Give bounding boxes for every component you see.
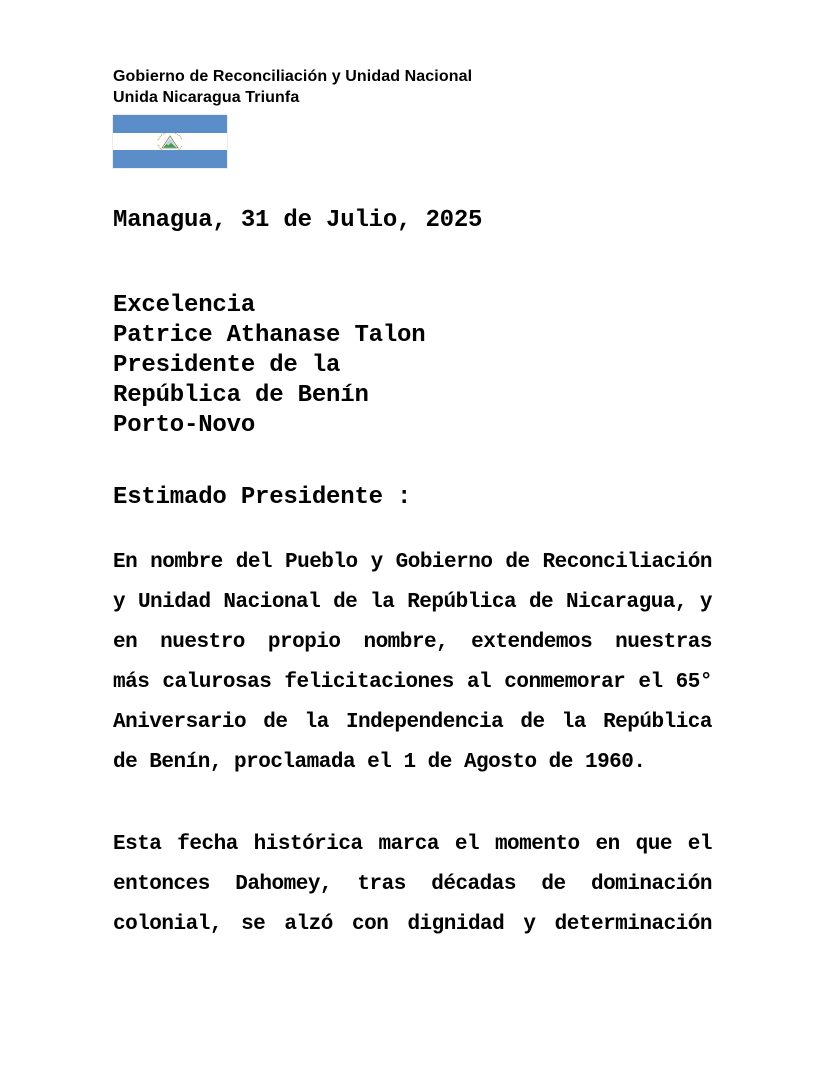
letterhead [113,66,712,108]
paragraph-line: En nombre del Pueblo y Gobierno de Reconciliación [113,551,712,574]
government-name: Gobierno de Reconciliación y Unidad Nacional [113,68,473,85]
recipient-address-block [113,291,712,441]
paragraph-line: Esta fecha histórica marca el momento en que el [113,833,712,856]
paragraph-line: en nuestro propio nombre, extendemos nuestras [113,631,712,654]
nicaragua-flag-image [113,115,227,168]
body-paragraph-2 [113,825,712,945]
paragraph-line: colonial, se alzó con dignidad y determinación [113,913,712,936]
paragraph-line: más calurosas felicitaciones al conmemorar el 65° [113,671,712,694]
recipient-name: Patrice Athanase Talon [113,322,426,349]
paragraph-line: entonces Dahomey, tras décadas de dominación [113,873,712,896]
paragraph-line: de Benín, proclamada el 1 de Agosto de 1960. [113,751,646,774]
coat-of-arms-icon [113,115,227,168]
recipient-title-line2: República de Benín [113,382,369,409]
paragraph-line: y Unidad Nacional de la República de Nicaragua, y [113,591,712,614]
recipient-title-line1: Presidente de la [113,352,341,379]
date-line: Managua, 31 de Julio, 2025 [113,207,483,234]
paragraph-line: Aniversario de la Independencia de la República [113,711,712,734]
salutation: Estimado Presidente : [113,484,412,511]
recipient-city: Porto-Novo [113,412,256,439]
government-motto: Unida Nicaragua Triunfa [113,89,300,106]
recipient-honorific: Excelencia [113,292,256,319]
body-paragraph-1 [113,543,712,783]
